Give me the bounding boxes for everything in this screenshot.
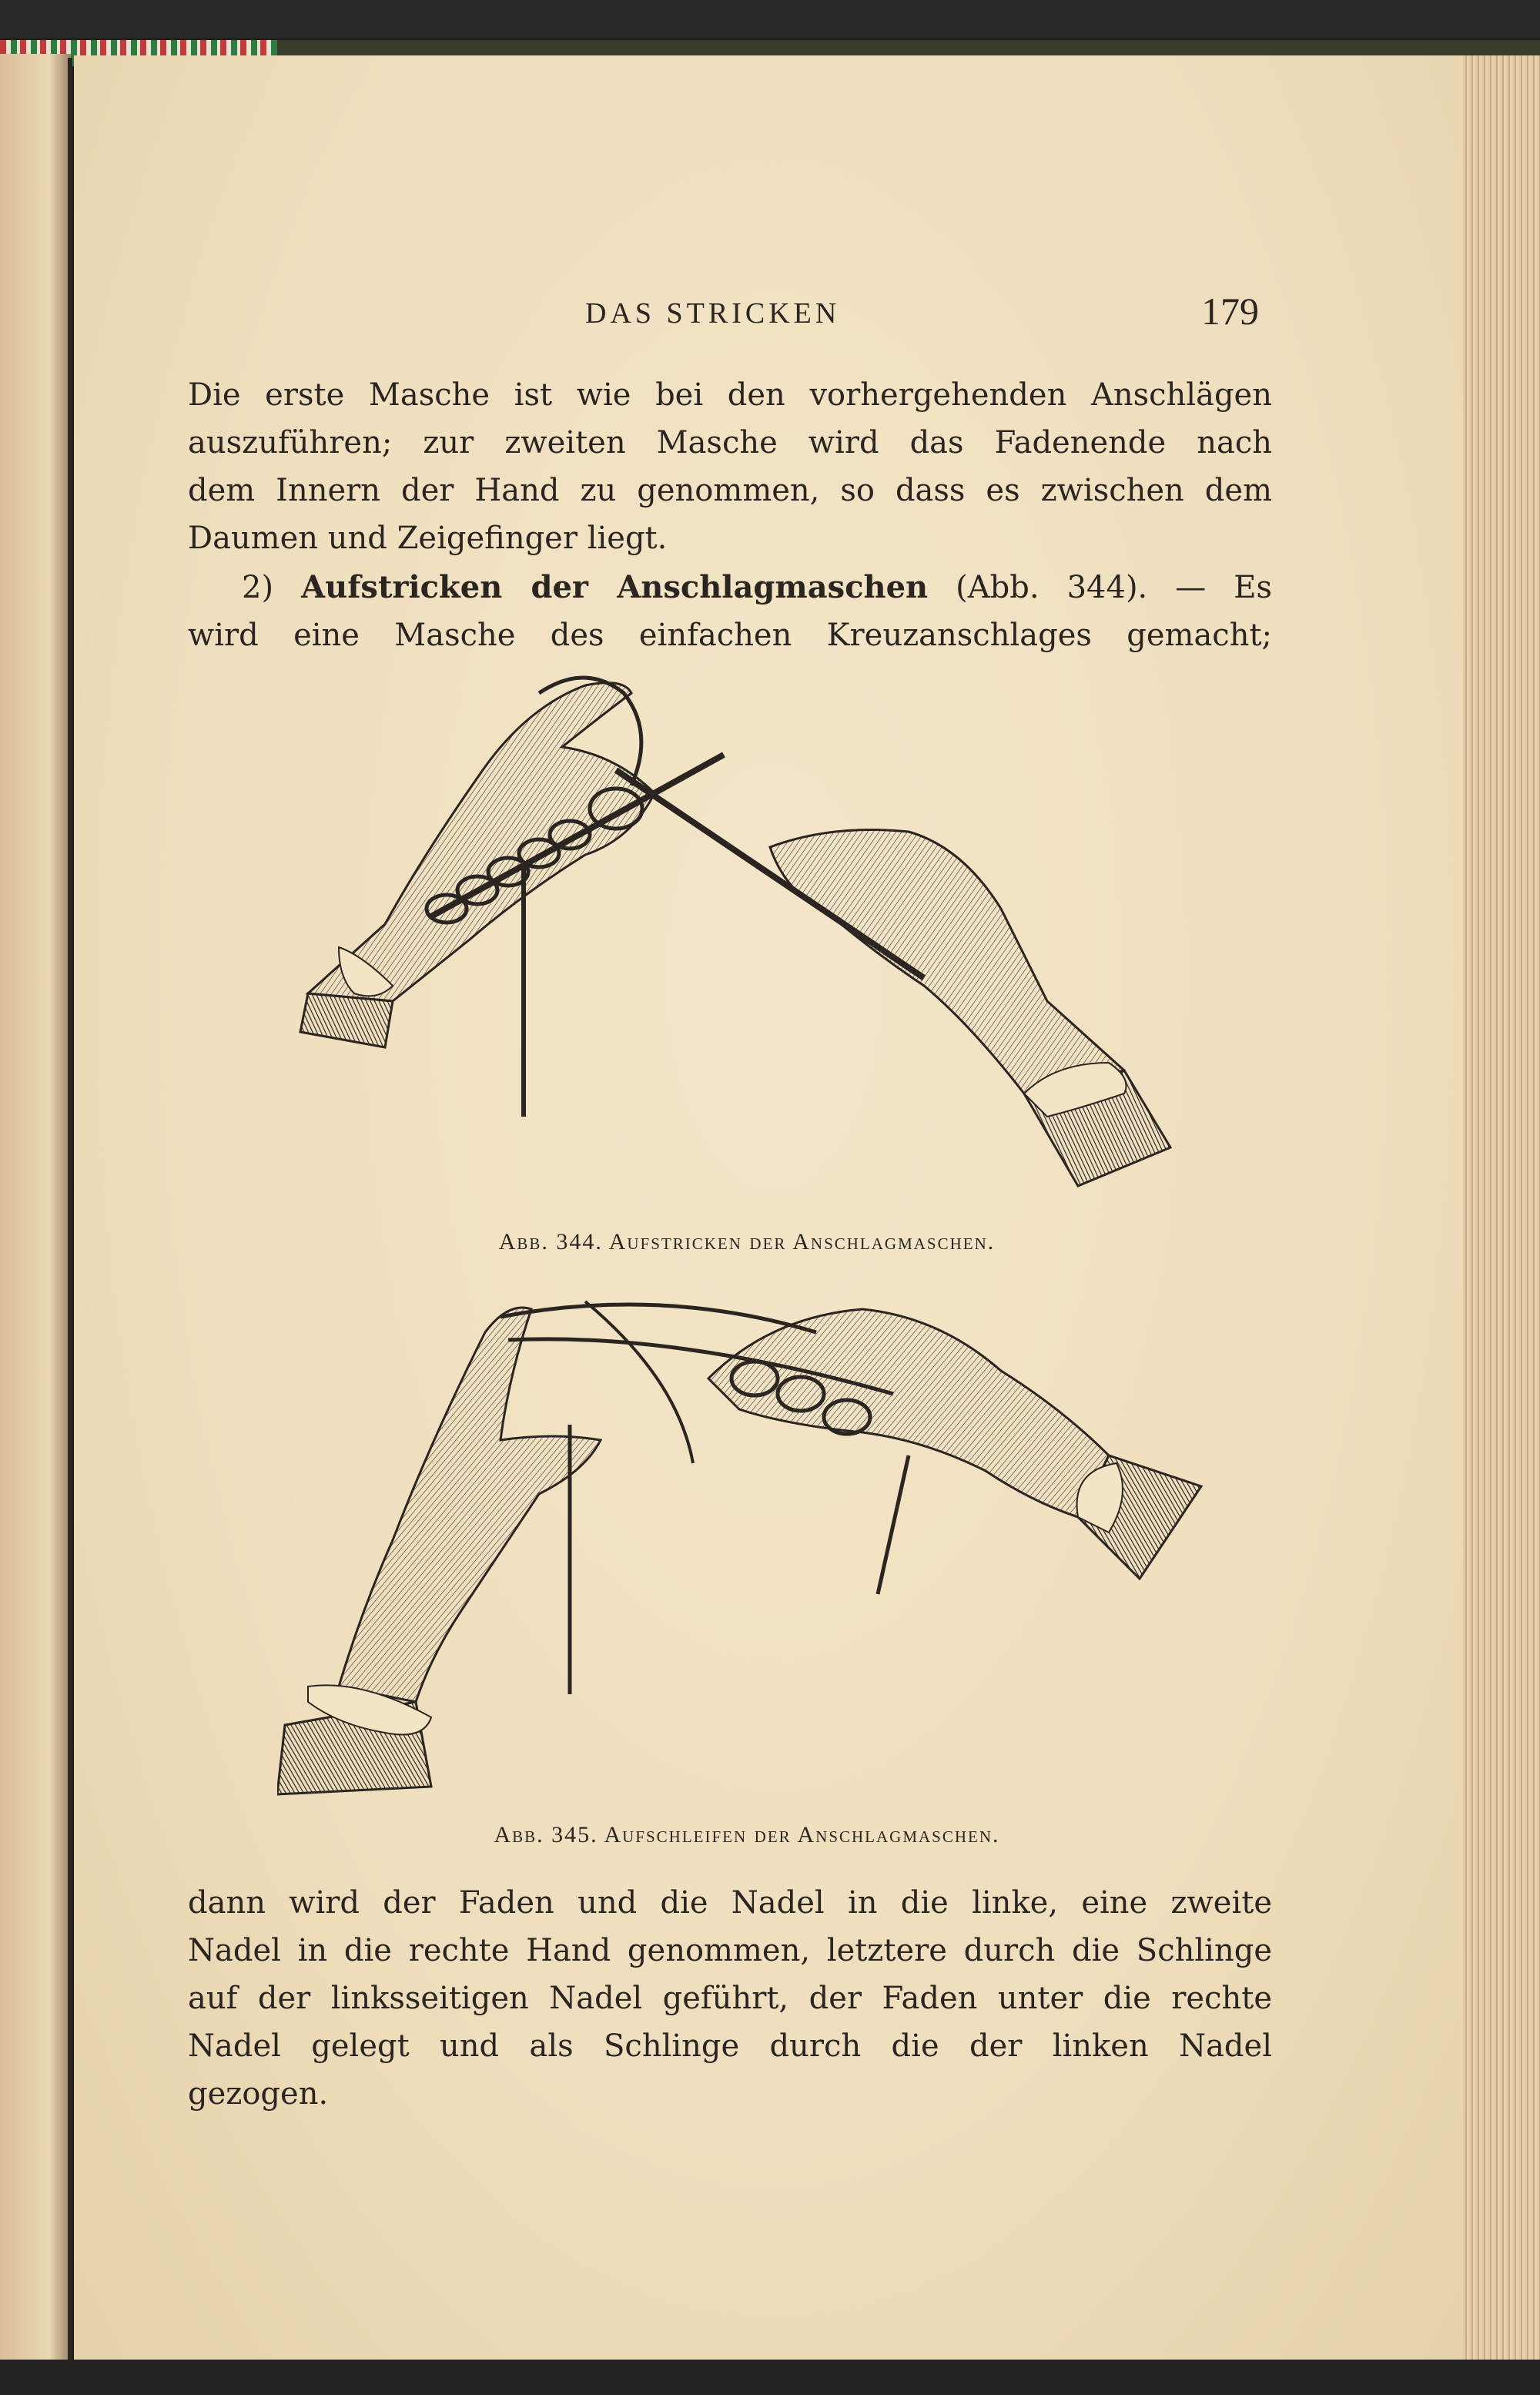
figure-caption-344: Abb. 344. Aufstricken der Anschlagmaschen. — [498, 1229, 996, 1254]
text-line: dann wird der Faden und die Nadel in die linke, eine zweite — [188, 1885, 1272, 1921]
page-stack-edges — [1463, 55, 1540, 2360]
text-line: Daumen und Zeigefinger liegt. — [188, 521, 668, 556]
scan-bottom-border — [0, 2360, 1540, 2395]
paragraph-3 — [188, 1879, 1272, 2118]
text-line: wird eine Masche des einfachen Kreuzanschlages gemacht; — [188, 618, 1272, 653]
yarn-strand — [585, 1301, 693, 1463]
text-line: Die erste Masche ist wie bei den vorhergehenden Anschlägen — [188, 377, 1272, 413]
right-hand — [770, 830, 1124, 1096]
text-line: Nadel in die rechte Hand genommen, letztere durch die Schlinge — [188, 1933, 1272, 1968]
illustration-abb-344 — [293, 662, 1201, 1217]
running-head: DAS STRICKEN — [585, 297, 841, 330]
text-line: auf der linksseitigen Nadel geführt, der Faden unter die rechte — [188, 1981, 1272, 2016]
text-line: gezogen. — [188, 2076, 329, 2112]
left-page-edge — [0, 54, 71, 2364]
left-hand — [339, 1308, 601, 1702]
section-heading: Aufstricken der Anschlagmaschen — [301, 569, 929, 605]
text-line — [188, 564, 1272, 611]
right-hand — [708, 1309, 1109, 1517]
text-line: Nadel gelegt und als Schlinge durch die der linken Nadel — [188, 2028, 1272, 2064]
scan-top-border — [0, 0, 1540, 39]
left-cuff — [300, 993, 393, 1047]
figure-reference: (Abb. 344). — Es — [956, 570, 1273, 605]
figure-caption-345: Abb. 345. Aufschleifen der Anschlagmaschen. — [494, 1822, 1000, 1847]
book-gutter — [68, 58, 72, 2360]
text-line: dem Innern der Hand zu genommen, so dass es zwischen dem — [188, 473, 1272, 508]
paragraph-1 — [188, 371, 1272, 562]
yarn-strand — [500, 1305, 816, 1332]
text-line: auszuführen; zur zweiten Masche wird das Fadenende nach — [188, 425, 1272, 461]
paragraph-2 — [188, 564, 1272, 659]
hanging-yarn — [878, 1455, 909, 1594]
page-number: 179 — [1201, 290, 1259, 333]
list-number: 2) — [242, 570, 274, 605]
left-hand — [308, 683, 654, 1001]
illustration-abb-345 — [277, 1286, 1217, 1810]
